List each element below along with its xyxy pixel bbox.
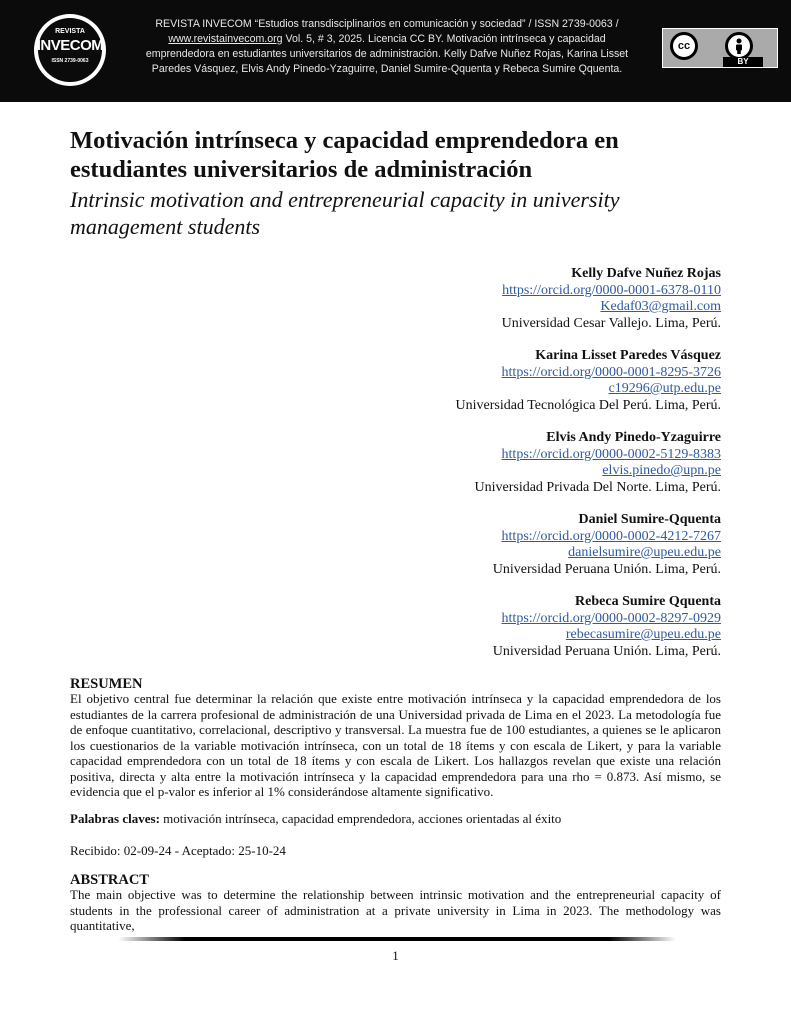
email-link[interactable]: rebecasumire@upeu.edu.pe [565,627,721,642]
author-affiliation: Universidad Cesar Vallejo. Lima, Perú. [501,315,721,331]
keywords-label: Palabras claves: [70,811,160,826]
article-title: Motivación intrínseca y capacidad emprendedora en estudiantes universitarios de administración [70,127,619,183]
email-link[interactable]: elvis.pinedo@upn.pe [602,463,721,478]
email-link[interactable]: c19296@utp.edu.pe [608,381,721,396]
keywords [70,811,561,827]
author-affiliation: Universidad Tecnológica Del Perú. Lima, Perú. [455,397,721,413]
abstract-heading: ABSTRACT [70,872,149,888]
author-block [221,430,721,496]
author-block [221,512,721,578]
journal-header [0,0,791,102]
author-name: Daniel Sumire-Qquenta [578,512,721,527]
page-number: 1 [392,948,399,963]
footer-divider [118,937,676,941]
author-block [221,348,721,414]
orcid-link[interactable]: https://orcid.org/0000-0002-8297-0929 [501,610,721,626]
author-block [221,594,721,660]
author-name: Karina Lisset Paredes Vásquez [535,348,721,363]
orcid-link[interactable]: https://orcid.org/0000-0001-8295-3726 [501,364,721,380]
citation-line-2-rest: Vol. 5, # 3, 2025. Licencia CC BY. Motivación intrínseca y capacidad [282,33,606,45]
citation-line-1: REVISTA INVECOM “Estudios transdisciplinarios en comunicación y sociedad” / ISSN 2739-0063 / [155,18,619,30]
orcid-link[interactable]: https://orcid.org/0000-0001-6378-0110 [502,282,721,298]
abstract-text: The main objective was to determine the relationship between intrinsic motivation and the entrepreneurial capacity of students in the professional career of administration at a private university in Lima in 2023. The methodology was quantitative, [70,887,721,933]
email-link[interactable]: Kedaf03@gmail.com [600,299,721,314]
journal-citation [142,17,632,77]
citation-line-2 [142,32,632,47]
author-name: Rebeca Sumire Qquenta [575,594,721,609]
citation-line-3: emprendedora en estudiantes universitarios de administración. Kelly Dafve Nuñez Rojas, Karina Lisset [145,48,629,60]
logo-main-text: INVECOM [36,37,104,54]
article-subtitle: Intrinsic motivation and entrepreneurial capacity in university management students [70,187,620,239]
journal-logo [34,14,106,86]
email-link[interactable]: danielsumire@upeu.edu.pe [568,545,721,560]
journal-website-link[interactable]: www.revistainvecom.org [168,33,283,45]
by-label: BY [723,57,763,67]
author-affiliation: Universidad Privada Del Norte. Lima, Perú. [474,479,721,495]
orcid-link[interactable]: https://orcid.org/0000-0002-4212-7267 [501,528,721,544]
cc-by-license-badge[interactable] [662,28,778,68]
logo-issn-text: ISSN 2739-0063 [51,58,89,64]
cc-icon: cc [670,32,698,60]
citation-line-4: Paredes Vásquez, Elvis Andy Pinedo-Yzaguirre, Daniel Sumire-Qquenta y Rebeca Sumire Qquenta. [151,63,623,75]
resumen-text: El objetivo central fue determinar la relación que existe entre motivación intrínseca y la capacidad emprendedora de los estudiantes de la carrera profesional de administración de una Universidad privada de Lima en el 2023. La metodología fue de enfoque cuantitativo, correlacional, descriptivo y transversal. La muestra fue de 100 estudiantes, a quienes se le aplicaron los cuestionarios de la variable motivación intrínseca, con un total de 18 ítems y con escala de Likert, y para la variable capacidad emprendedora con un total de 18 ítems y con escala de Likert. Los hallazgos revelan que existe una relación positiva, directa y alta entre la motivación intrínseca y la capacidad emprendedora para una rho = 0.873. Así mismo, se evidencia que el p-valor es inferior al 1% considerándose altamente significativo. [70,691,721,799]
keywords-text: motivación intrínseca, capacidad emprendedora, acciones orientadas al éxito [159,811,562,826]
author-block [221,266,721,332]
logo-top-text: REVISTA [55,28,85,35]
author-name: Elvis Andy Pinedo-Yzaguirre [546,430,721,445]
author-affiliation: Universidad Peruana Unión. Lima, Perú. [492,561,721,577]
author-name: Kelly Dafve Nuñez Rojas [571,266,721,281]
person-icon [725,32,753,60]
resumen-heading: RESUMEN [70,676,143,692]
orcid-link[interactable]: https://orcid.org/0000-0002-5129-8383 [501,446,721,462]
dates-line: Recibido: 02-09-24 - Aceptado: 25-10-24 [70,843,286,858]
author-affiliation: Universidad Peruana Unión. Lima, Perú. [492,643,721,659]
